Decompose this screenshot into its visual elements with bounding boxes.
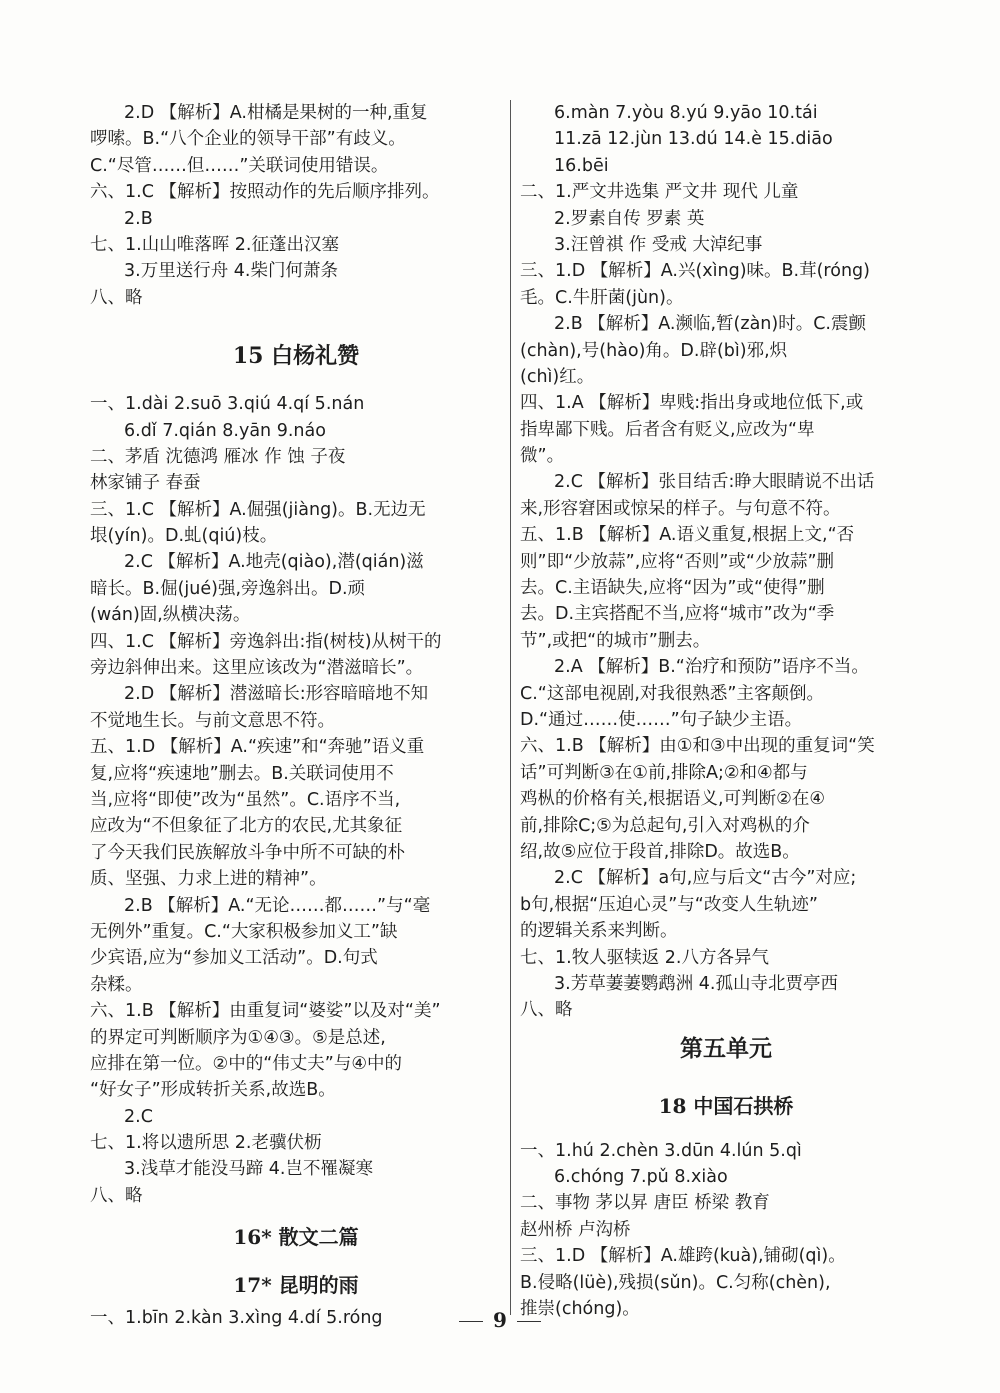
answer-line: 3.芳草萋萋鹦鹉洲 4.孤山寺北贾亭西: [554, 973, 838, 994]
answer-line: 无例外”重复。C.“大家积极参加义工”缺: [90, 921, 398, 942]
answer-line: (chàn),号(hào)角。D.辟(bì)邪,炽: [520, 340, 788, 361]
answer-line: 应改为“不但象征了北方的农民,尤其象征: [90, 816, 403, 837]
answer-line: 七、1.牧人驱犊返 2.八方各异气: [520, 947, 769, 968]
lesson-heading: 15 白杨礼赞: [232, 343, 360, 370]
answer-line: 暗长。B.倔(jué)强,旁逸斜出。D.顽: [90, 578, 366, 599]
page-number-dash-left: [459, 1321, 483, 1322]
answer-line: 不觉地生长。与前文意思不符。: [90, 710, 335, 731]
answer-line: 2.C: [124, 1106, 153, 1127]
answer-line: “好女子”形成转折关系,故选B。: [90, 1080, 336, 1101]
answer-line: 七、1.将以遗所思 2.老骥伏枥: [90, 1133, 322, 1154]
page-number-text: 9: [493, 1308, 507, 1332]
left-column: [90, 100, 502, 1332]
answer-line: 11.zā 12.jùn 13.dú 14.è 15.diāo: [554, 129, 833, 150]
answer-line: b句,根据“压迫心灵”与“改变人生轨迹”: [520, 894, 818, 915]
answer-line: 3.汪曾祺 作 受戒 大淖纪事: [554, 234, 763, 255]
answer-line: 三、1.C 【解析】A.倔强(jiàng)。B.无边无: [90, 499, 426, 520]
answer-line: 了今天我们民族解放斗争中所不可缺的朴: [90, 842, 405, 863]
answer-line: 垠(yín)。D.虬(qiú)枝。: [90, 526, 278, 547]
answer-line: 七、1.山山唯落晖 2.征蓬出汉塞: [90, 234, 339, 255]
answer-line: 六、1.C 【解析】按照动作的先后顺序排列。: [90, 182, 440, 203]
answer-line: 2.C 【解析】a句,应与后文“古今”对应;: [554, 868, 857, 889]
answer-line: 赵州桥 卢沟桥: [520, 1219, 631, 1240]
answer-line: 6.chóng 7.pǔ 8.xiào: [554, 1167, 728, 1188]
column-divider: [510, 100, 511, 1315]
answer-line: 六、1.B 【解析】由①和③中出现的重复词“笑: [520, 736, 875, 757]
answer-line: 少宾语,应为“参加义工活动”。D.句式: [90, 948, 378, 969]
answer-line: 的界定可判断顺序为①④③。⑤是总述,: [90, 1027, 386, 1048]
answer-line: 16.bēi: [554, 155, 609, 176]
answer-line: 三、1.D 【解析】A.雄跨(kuà),铺砌(qì)。: [520, 1246, 846, 1267]
answer-line: (chì)红。: [520, 366, 595, 387]
answer-line: 质、坚强、力求上进的精神”。: [90, 869, 327, 890]
answer-line: 前,排除C;⑤为总起句,引入对鸡枞的介: [520, 815, 810, 836]
answer-line: 旁边斜伸出来。这里应该改为“潜滋暗长”。: [90, 658, 424, 679]
answer-line: 微”。: [520, 446, 565, 467]
answer-line: 八、略: [520, 1000, 573, 1021]
answer-line: 2.A 【解析】B.“治疗和预防”语序不当。: [554, 657, 869, 678]
answer-line: 2.罗素自传 罗素 英: [554, 208, 705, 229]
answer-line: 6.dǐ 7.qián 8.yān 9.náo: [124, 420, 326, 441]
answer-line: 应排在第一位。②中的“伟丈夫”与④中的: [90, 1053, 403, 1074]
answer-line: C.“尽管……但……”关联词使用错误。: [90, 155, 389, 176]
answer-line: 2.B: [124, 208, 153, 229]
answer-line: 一、1.hú 2.chèn 3.dūn 4.lún 5.qì: [520, 1140, 802, 1161]
answer-line: 3.万里送行舟 4.柴门何萧条: [124, 261, 338, 282]
answer-line: 八、略: [90, 1185, 143, 1206]
answer-line: 四、1.C 【解析】旁逸斜出:指(树枝)从树干的: [90, 631, 442, 652]
lesson-heading: 16* 散文二篇: [233, 1225, 359, 1250]
answer-line: B.侵略(lüè),残损(sǔn)。C.匀称(chèn),: [520, 1272, 831, 1293]
answer-line: 2.C 【解析】A.地壳(qiào),潜(qián)滋: [124, 552, 424, 573]
answer-line: 节”,或把“的城市”删去。: [520, 630, 711, 651]
answer-line: 2.D 【解析】A.柑橘是果树的一种,重复: [124, 103, 428, 123]
answer-line: 2.C 【解析】张目结舌:睁大眼睛说不出话: [554, 472, 875, 493]
answer-line: 一、1.bīn 2.kàn 3.xìng 4.dí 5.róng: [90, 1308, 383, 1329]
answer-line: 毛。C.牛肝菌(jùn)。: [520, 287, 684, 308]
answer-line: 五、1.B 【解析】A.语义重复,根据上文,“否: [520, 525, 855, 546]
answer-line: 绍,故⑤应位于段首,排除D。故选B。: [520, 841, 800, 862]
answer-line: (wán)固,纵横决荡。: [90, 605, 251, 626]
right-column: [520, 100, 932, 1322]
answer-line: 2.B 【解析】A.濒临,暂(zàn)时。C.震颤: [554, 314, 866, 335]
answer-line: 当,应将“即使”改为“虽然”。C.语序不当,: [90, 789, 401, 810]
page-number: [400, 1308, 600, 1332]
answer-line: D.“通过……使……”句子缺少主语。: [520, 709, 803, 730]
page-number-dash-right: [517, 1321, 541, 1322]
unit-heading: 第五单元: [680, 1035, 772, 1062]
answer-line: 啰嗦。B.“八个企业的领导干部”有歧义。: [90, 129, 406, 150]
answer-line: 八、略: [90, 287, 143, 308]
answer-line: 二、事物 茅以昇 唐臣 桥梁 教育: [520, 1193, 770, 1214]
answer-line: 五、1.D 【解析】A.“疾速”和“奔驰”语义重: [90, 737, 425, 758]
answer-line: 来,形容窘困或惊呆的样子。与句意不符。: [520, 498, 841, 519]
answer-line: 话”可判断③在①前,排除A;②和④都与: [520, 762, 808, 783]
lesson-heading: 17* 昆明的雨: [233, 1273, 359, 1298]
answer-line: 六、1.B 【解析】由重复词“婆娑”以及对“美”: [90, 1001, 441, 1022]
answer-line: 推崇(chóng)。: [520, 1299, 640, 1320]
answer-line: 四、1.A 【解析】卑贱:指出身或地位低下,或: [520, 393, 864, 414]
answer-line: 鸡枞的价格有关,根据语义,可判断②在④: [520, 789, 826, 810]
answer-line: C.“这部电视剧,对我很熟悉”主客颠倒。: [520, 683, 824, 704]
answer-line: 去。D.主宾搭配不当,应将“城市”改为“季: [520, 604, 835, 625]
lesson-heading: 18 中国石拱桥: [658, 1093, 794, 1118]
answer-line: 杂糅。: [90, 974, 143, 995]
answer-line: 二、茅盾 沈德鸿 雁冰 作 蚀 子夜: [90, 446, 346, 467]
answer-line: 的逻辑关系来判断。: [520, 921, 678, 942]
answer-line: 复,应将“疾速地”删去。B.关联词使用不: [90, 763, 394, 784]
answer-line: 3.浅草才能没马蹄 4.岂不罹凝寒: [124, 1159, 373, 1180]
answer-line: 6.màn 7.yòu 8.yú 9.yāo 10.tái: [554, 103, 818, 123]
answer-line: 一、1.dài 2.suō 3.qiú 4.qí 5.nán: [90, 394, 365, 415]
answer-line: 二、1.严文井选集 严文井 现代 儿童: [520, 182, 799, 203]
answer-line: 指卑鄙下贱。后者含有贬义,应改为“卑: [520, 419, 815, 440]
answer-line: 2.B 【解析】A.“无论……都……”与“毫: [124, 895, 431, 916]
answer-line: 2.D 【解析】潜滋暗长:形容暗暗地不知: [124, 684, 429, 705]
answer-line: 去。C.主语缺失,应将“因为”或“使得”删: [520, 578, 825, 599]
answer-line: 则”即“少放蒜”,应将“否则”或“少放蒜”删: [520, 551, 835, 572]
answer-line: 林家铺子 春蚕: [90, 473, 201, 494]
answer-line: 三、1.D 【解析】A.兴(xìng)味。B.茸(róng): [520, 261, 870, 282]
